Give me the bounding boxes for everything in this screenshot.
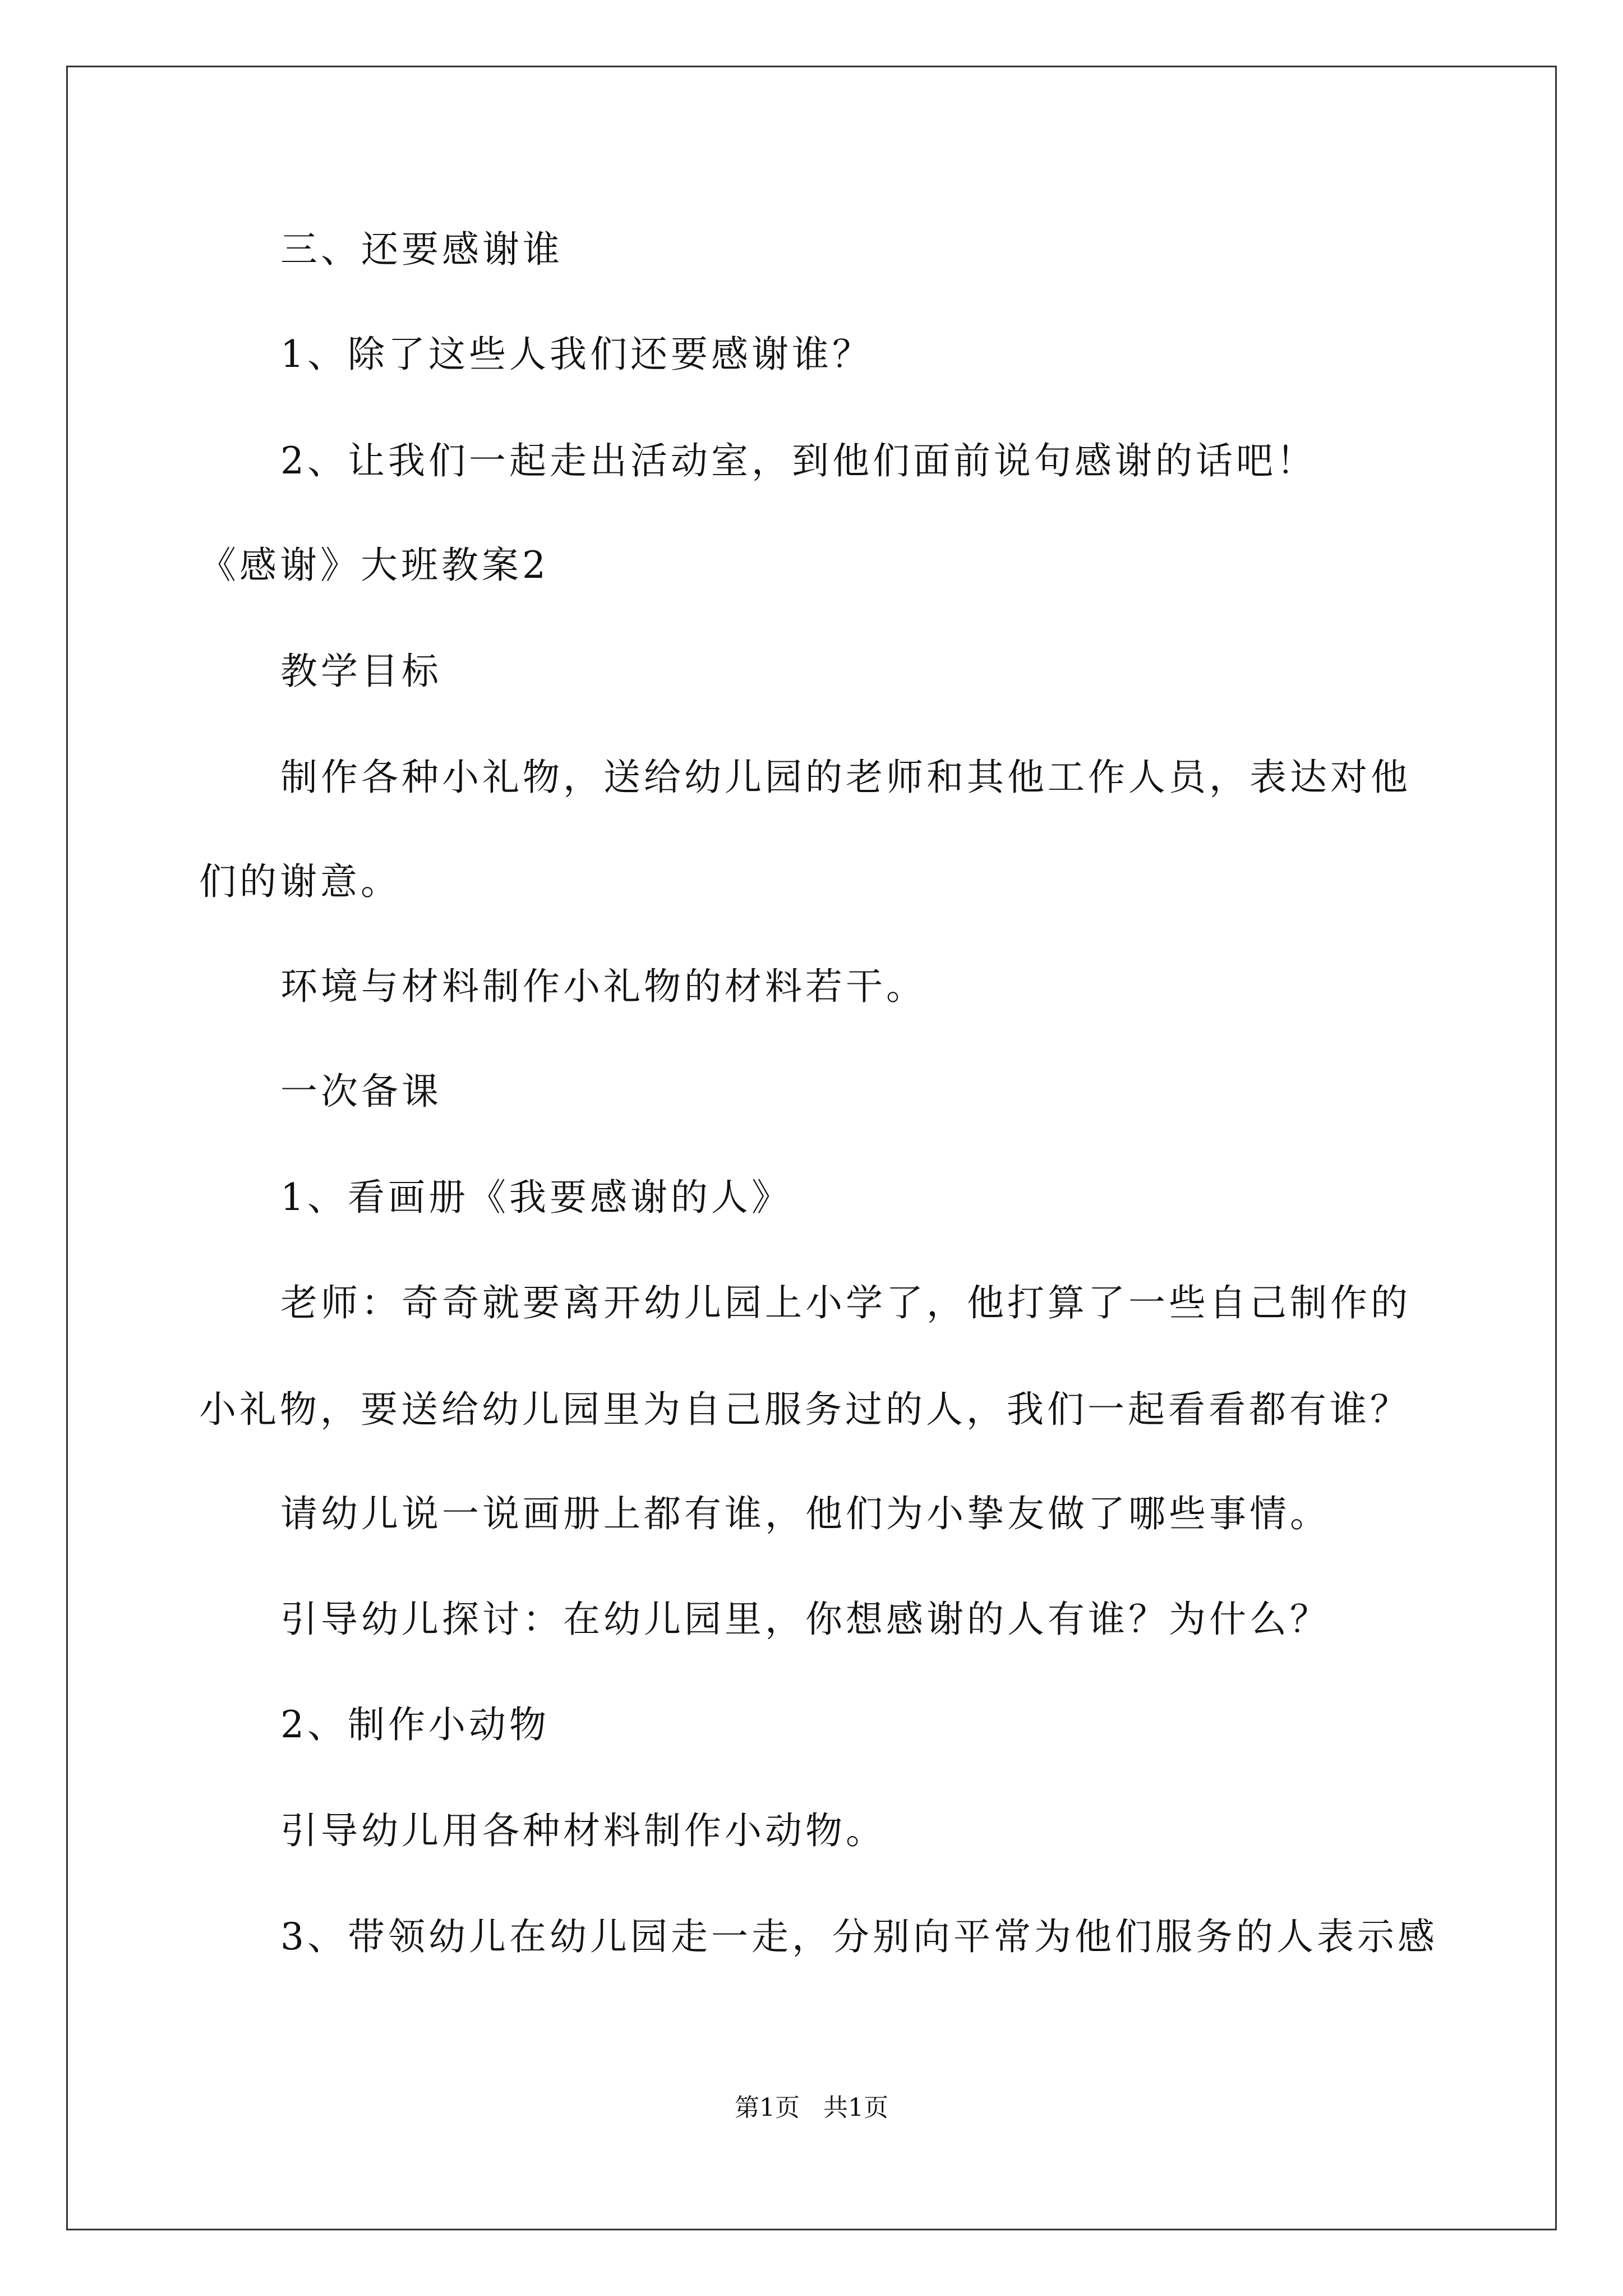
paragraph-make-animals: 引导幼儿用各种材料制作小动物。 <box>280 1809 886 1852</box>
paragraph-guide: 引导幼儿探讨：在幼儿园里，你想感谢的人有谁？为什么？ <box>280 1598 1330 1641</box>
paragraph-materials: 环境与材料制作小礼物的材料若干。 <box>280 965 926 1008</box>
subheading-goals: 教学目标 <box>280 650 442 693</box>
lesson-title: 《感谢》大班教案2 <box>199 544 549 587</box>
paragraph-goals-line-2: 们的谢意。 <box>199 860 401 903</box>
page-footer: 第1页 共1页 <box>735 2093 888 2122</box>
paragraph-teacher-line-2: 小礼物，要送给幼儿园里为自己服务过的人，我们一起看看都有谁？ <box>199 1388 1410 1431</box>
paragraph-discussion: 请幼儿说一说画册上都有谁，他们为小挚友做了哪些事情。 <box>280 1492 1330 1535</box>
step-2-heading: 2、制作小动物 <box>280 1703 550 1746</box>
page-border <box>66 66 1557 2230</box>
paragraph-teacher-line-1: 老师：奇奇就要离开幼儿园上小学了，他打算了一些自己制作的 <box>280 1281 1411 1324</box>
step-3-line: 3、带领幼儿在幼儿园走一走，分别向平常为他们服务的人表示感 <box>280 1915 1438 1958</box>
list-item-1: 1、除了这些人我们还要感谢谁？ <box>280 333 873 376</box>
paragraph-goals-line-1: 制作各种小礼物，送给幼儿园的老师和其他工作人员，表达对他 <box>280 756 1411 799</box>
section-heading: 三、还要感谢谁 <box>280 228 563 271</box>
subheading-prep: 一次备课 <box>280 1070 442 1113</box>
step-1-heading: 1、看画册《我要感谢的人》 <box>280 1176 792 1219</box>
list-item-2: 2、让我们一起走出活动室，到他们面前说句感谢的话吧！ <box>280 439 1317 482</box>
